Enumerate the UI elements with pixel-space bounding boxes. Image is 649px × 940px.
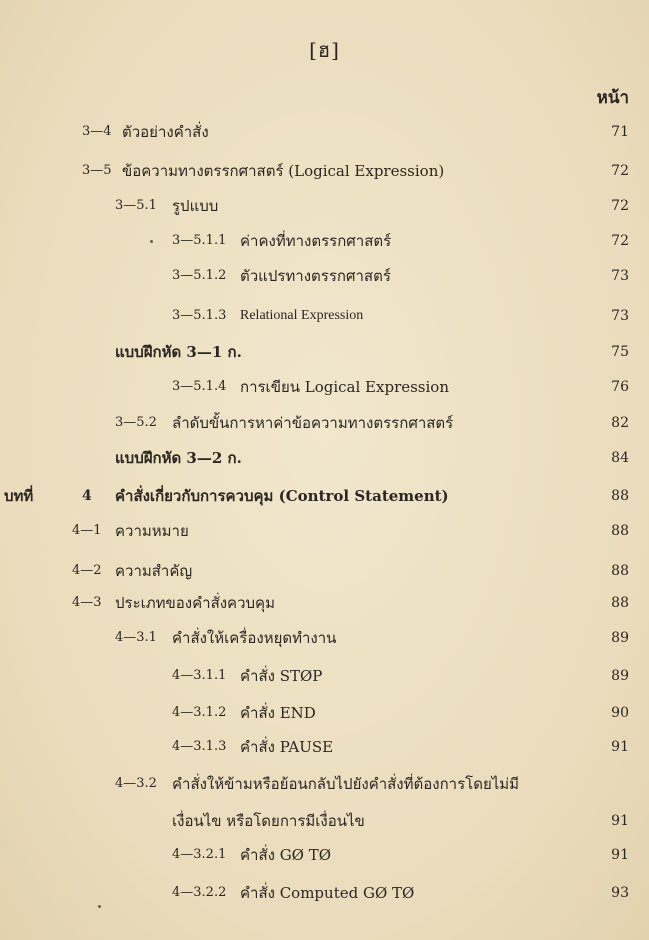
section-number: 4—1 (72, 523, 102, 538)
toc-entry (0, 229, 649, 253)
toc-entry (0, 120, 649, 144)
section-number: 3—5.1 (115, 198, 157, 213)
entry-title: คำสั่ง Computed GØ TØ (240, 884, 415, 902)
page-number: 73 (611, 308, 629, 324)
page-number: 88 (611, 595, 629, 611)
page-number: 72 (611, 198, 629, 214)
toc-entry (0, 772, 649, 796)
toc-entry (0, 411, 649, 435)
entry-title: Relational Expression (240, 308, 364, 323)
toc-entry (0, 159, 649, 183)
page-number: 91 (611, 813, 629, 829)
toc-entry (0, 664, 649, 688)
entry-title: แบบฝึกหัด 3—1 ก. (115, 343, 242, 361)
section-number: 4—3.1.1 (172, 668, 227, 683)
toc-entry (0, 304, 649, 328)
page-number: 88 (611, 488, 629, 504)
section-number: 3—5.1.3 (172, 308, 227, 323)
section-number: 4—3.1 (115, 630, 157, 645)
entry-title: ความหมาย (115, 522, 189, 540)
entry-title: ความสำคัญ (115, 562, 193, 580)
page-number: 91 (611, 739, 629, 755)
page-number: 88 (611, 523, 629, 539)
page-number: 76 (611, 379, 629, 395)
toc-chapter-entry (0, 484, 649, 508)
page-number: 73 (611, 268, 629, 284)
entry-title: แบบฝึกหัด 3—2 ก. (115, 449, 242, 467)
entry-title: คำสั่ง GØ TØ (240, 846, 332, 864)
entry-title: รูปแบบ (172, 197, 219, 215)
section-number: 3—5.1.4 (172, 379, 227, 394)
ink-speck (98, 905, 101, 908)
toc-entry (0, 591, 649, 615)
entry-title: ข้อความทางตรรกศาสตร์ (Logical Expression) (122, 162, 445, 180)
toc-entry (0, 735, 649, 759)
page-number: 91 (611, 847, 629, 863)
entry-title: ประเภทของคำสั่งควบคุม (115, 594, 275, 612)
entry-title: คำสั่งให้เครื่องหยุดทำงาน (172, 629, 337, 647)
toc-entry (0, 559, 649, 583)
section-number: 3—5 (82, 163, 112, 178)
page-number: 88 (611, 563, 629, 579)
page-number: 82 (611, 415, 629, 431)
toc-entry (0, 446, 649, 470)
page-number: 93 (611, 885, 629, 901)
page-number: 84 (611, 450, 629, 466)
toc-entry (0, 519, 649, 543)
page-number: 75 (611, 344, 629, 360)
entry-title: ตัวแปรทางตรรกศาสตร์ (240, 267, 391, 285)
section-number: 3—4 (82, 124, 112, 139)
toc-entry (0, 340, 649, 364)
toc-entry-continuation (0, 809, 649, 833)
section-number: 3—5.1.1 (172, 233, 227, 248)
toc-entry (0, 701, 649, 725)
entry-title: เงื่อนไข หรือโดยการมีเงื่อนไข (172, 812, 365, 830)
section-number: 4—3.2.1 (172, 847, 227, 862)
page-column-heading: หน้า (596, 88, 629, 108)
section-number: 3—5.1.2 (172, 268, 227, 283)
toc-entry (0, 626, 649, 650)
page-number: 90 (611, 705, 629, 721)
entry-title: คำสั่ง END (240, 704, 316, 722)
chapter-number: 4 (82, 488, 92, 504)
section-number: 3—5.2 (115, 415, 157, 430)
entry-title: คำสั่งเกี่ยวกับการควบคุม (Control Statement) (115, 487, 449, 505)
page-number: 89 (611, 630, 629, 646)
section-number: 4—3.2 (115, 776, 157, 791)
chapter-label: บทที่ (4, 487, 34, 505)
toc-entry (0, 264, 649, 288)
entry-title: ค่าคงที่ทางตรรกศาสตร์ (240, 232, 392, 250)
entry-title: คำสั่ง STØP (240, 667, 323, 685)
entry-title: การเขียน Logical Expression (240, 378, 449, 396)
page-number: 89 (611, 668, 629, 684)
page-number: 72 (611, 163, 629, 179)
toc-entry (0, 194, 649, 218)
page-number: 72 (611, 233, 629, 249)
ink-speck (150, 240, 153, 243)
page-label: [ฮ] (309, 38, 340, 62)
section-number: 4—3.2.2 (172, 885, 227, 900)
toc-entry (0, 843, 649, 867)
toc-entry (0, 375, 649, 399)
toc-entry (0, 881, 649, 905)
entry-title: คำสั่ง PAUSE (240, 738, 334, 756)
section-number: 4—2 (72, 563, 102, 578)
page-number: 71 (611, 124, 629, 140)
entry-title: คำสั่งให้ข้ามหรือย้อนกลับไปยังคำสั่งที่ต้องการโดยไม่มี (172, 775, 520, 793)
section-number: 4—3 (72, 595, 102, 610)
entry-title: ตัวอย่างคำสั่ง (122, 123, 209, 141)
section-number: 4—3.1.3 (172, 739, 227, 754)
entry-title: ลำดับขั้นการหาค่าข้อความทางตรรกศาสตร์ (172, 414, 454, 432)
section-number: 4—3.1.2 (172, 705, 227, 720)
